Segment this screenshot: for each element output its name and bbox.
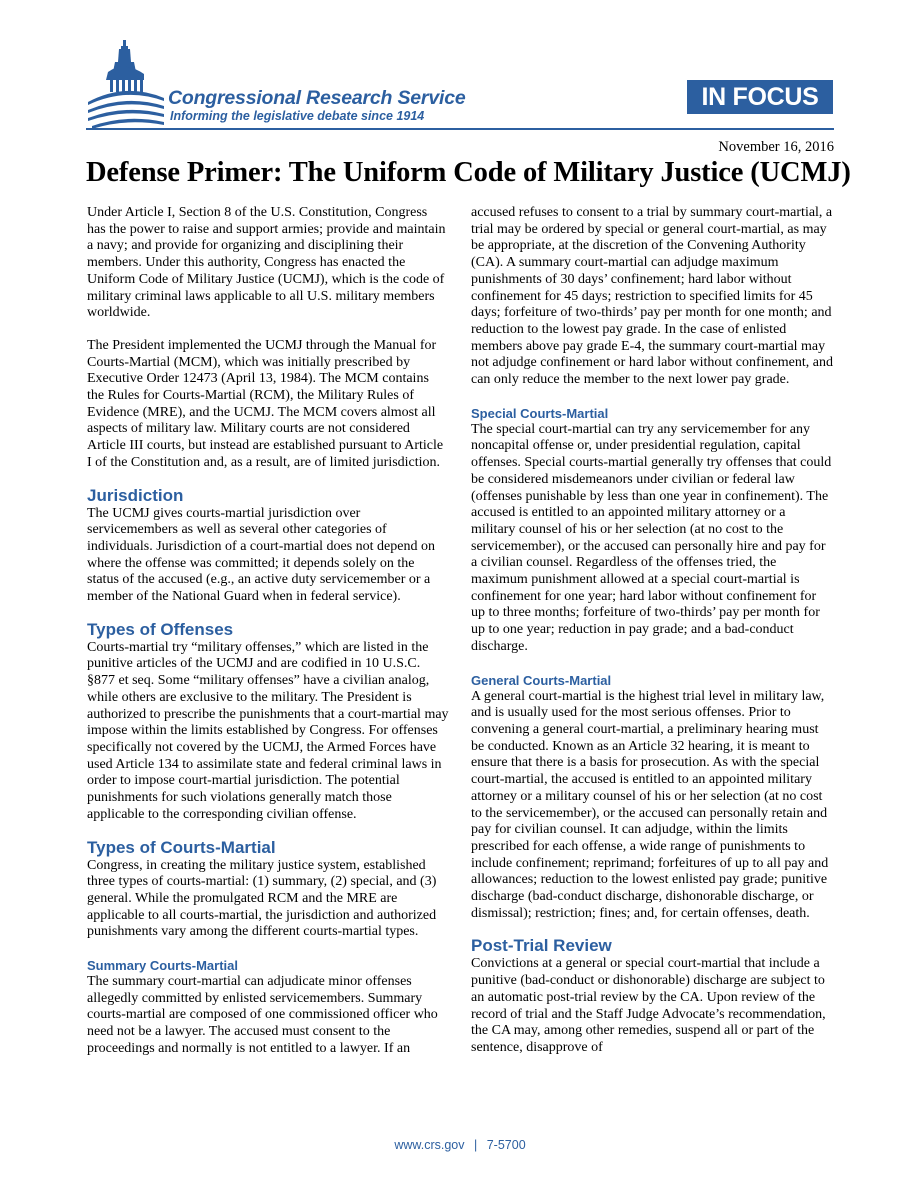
page-header — [0, 0, 920, 188]
page-footer — [0, 1138, 920, 1152]
jurisdiction-text: The UCMJ gives courts-martial jurisdiction over servicemembers as well as several other categories of individuals. Jurisdiction of a court-martial does not depend on where the offense was committed; it depends solely on the status of the accused (e.g., an active duty servicemember or a member of the National Guard when in federal service). — [87, 505, 435, 605]
intro-paragraph-1: Under Article I, Section 8 of the U.S. Constitution, Congress has the power to raise and support armies; provide and maintain a navy; and provide for organizing and disciplining their members. Under this authority, Congress has enacted the Uniform Code of Military Justice (UCMJ), which is the code of military criminal laws applicable to all U.S. military members worldwide. — [87, 205, 446, 321]
general-text: A general court-martial is the highest trial level in military law, and is usually used for the most serious offenses. Prior to convening a general court-martial, a preliminary hearing must be conducted. Known as an Article 32 hearing, it is meant to ensure that there is a basis for prosecution. As with the special court-martial, the accused is entitled to an appointed military attorney or a military counsel of his or her selection (at no cost to the servicemember), or the accused can personally retain and pay for civilian counsel. It can adjudge, within the limits prescribed for each offense, a wide range of punishments to include confinement; reprimand; forfeitures of up to all pay and allowances; reduction to the lowest enlisted pay grade; punitive discharge (bad-conduct discharge, dishonorable discharge, or dismissal); restriction; fines; and, for certain offenses, death. — [471, 688, 829, 921]
offenses-text: Courts-martial try “military offenses,” which are listed in the punitive articles of the UCMJ and are codified in 10 U.S.C. §877 et seq. Some “military offenses” have a civilian analog, while others are exclusive to the military. The President is authorized to prescribe the punishments that a court-martial may impose within the limits established by Congress. For offenses specifically not covered by the UCMJ, the Armed Forces have used Article 134 to assimilate state and federal criminal laws in order to impose court-martial jurisdiction. The potential punishments for such violations generally match those applicable to the corresponding civilian offense. — [87, 639, 449, 822]
capitol-dome-icon — [86, 40, 166, 130]
courts-martial-types-text: Congress, in creating the military justice system, established three types of courts-martial: (1) summary, (2) special, and (3) general. While the promulgated RCM and the MRE are applicable to all courts-martial, the jurisdiction and authorized punishments vary among the different courts-martial types. — [87, 857, 437, 940]
header-divider — [86, 128, 834, 130]
footer-report-number: 7-5700 — [486, 1138, 526, 1152]
subheading-special: Special Courts-Martial — [471, 405, 609, 421]
document-title: Defense Primer: The Uniform Code of Military Justice (UCMJ) — [86, 157, 851, 188]
subheading-general: General Courts-Martial — [471, 672, 612, 688]
org-name: Congressional Research Service — [168, 87, 466, 109]
subheading-summary: Summary Courts-Martial — [87, 958, 238, 974]
footer-separator: | — [473, 1138, 478, 1152]
section-heading-courts-martial-types: Types of Courts-Martial — [87, 837, 276, 857]
right-column — [471, 205, 833, 1057]
intro-paragraph-2: The President implemented the UCMJ through the Manual for Courts-Martial (MCM), which was initially prescribed by Executive Order 12473 (April 13, 1984). The MCM contains the Rules for Courts-Martial (RCM), the Military Rules of Evidence (MRE), and the UCMJ. The MCM covers almost all aspects of military law. Military courts are not considered Article III courts, but instead are established pursuant to Article I of the Constitution and, as a result, are of limited jurisdiction. — [87, 337, 444, 470]
org-tagline: Informing the legislative debate since 1914 — [170, 109, 425, 123]
in-focus-badge: IN FOCUS — [687, 80, 833, 114]
summary-text-continued: accused refuses to consent to a trial by summary court-martial, a trial may be ordered by special or general court-martial, as may be appropriate, at the discretion of the Convening Authority (CA). A summary court-martial can adjudge maximum punishments of 30 days’ confinement; hard labor without confinement for 45 days; restriction to specified limits for 45 days; forfeiture of two-thirds’ pay per month for one month; and reduction to the lowest pay grade. In the case of enlisted members above pay grade E-4, the summary court-martial may not adjudge confinement or hard labor without confinement, and can only reduce the member to the next lower pay grade. — [471, 205, 833, 388]
footer-url-link[interactable]: www.crs.gov — [394, 1138, 465, 1152]
special-text: The special court-martial can try any servicemember for any noncapital offense or, under presidential regulation, capital offenses. Special courts-martial generally try offenses that could be considered misdemeanors under civilian or federal law (offenses punishable by less than one year in confinement). The accused is entitled to an appointed military attorney or a military counsel of his or her selection (at no cost to the servicemember), or the accused can personally hire and pay for a civilian counsel. Regardless of the offenses tried, the maximum punishment allowed at a special court-martial is confinement for one year; hard labor without confinement for up to three months; forfeiture of two-thirds’ pay per month for up to one year; reduction in pay grade; and a bad-conduct discharge. — [471, 421, 832, 654]
left-column — [87, 205, 449, 1058]
post-trial-text: Convictions at a general or special court-martial that include a punitive (bad-conduct or dishonorable) discharge are subject to an automatic post-trial review by the CA. Upon review of the record of trial and the Staff Judge Advocate’s recommendation, the CA may, among other remedies, suspend all or part of the sentence, disapprove of — [471, 956, 826, 1055]
section-heading-post-trial: Post-Trial Review — [471, 936, 612, 956]
publication-date: November 16, 2016 — [718, 139, 834, 155]
summary-text: The summary court-martial can adjudicate minor offenses allegedly committed by enlisted servicemembers. Summary courts-martial are composed of one commissioned officer who need not be a lawyer. The accused must consent to the proceedings and normally is not entitled to a lawyer. If an — [87, 974, 438, 1056]
section-heading-jurisdiction: Jurisdiction — [87, 485, 184, 505]
section-heading-offenses: Types of Offenses — [87, 619, 234, 639]
